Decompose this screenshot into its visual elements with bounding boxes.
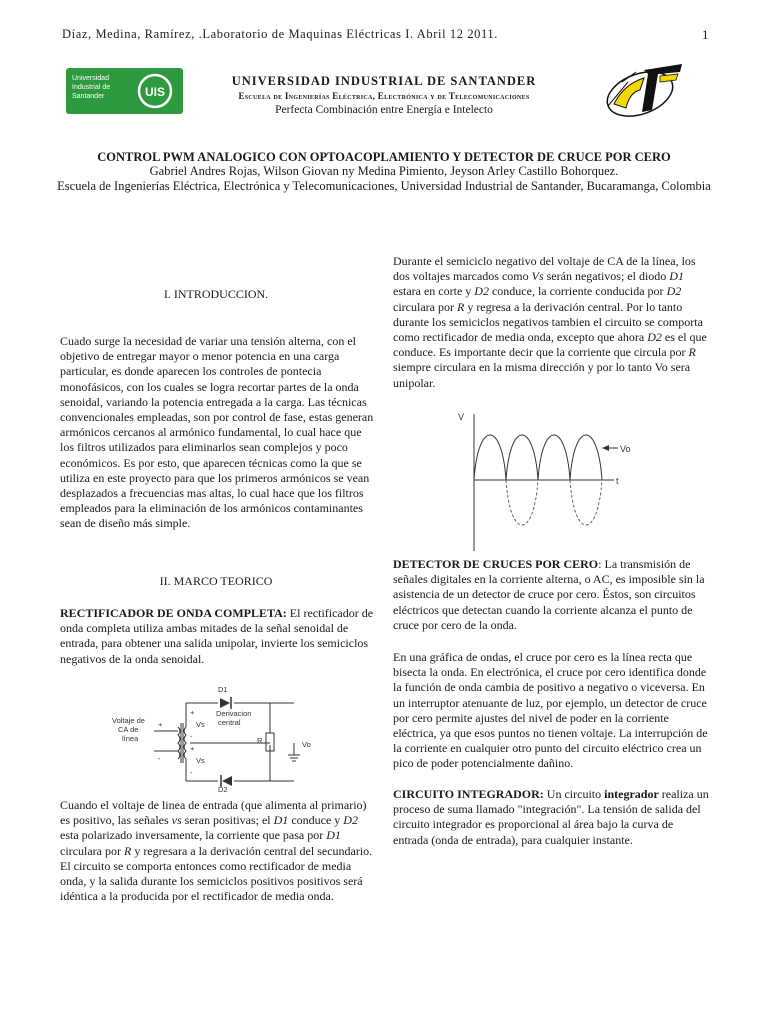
circuit-label-vs-top: Vs — [196, 720, 205, 729]
circuit-label-central: central — [218, 718, 241, 727]
rectifier-text: El rectificador de onda completa utiliza ambas mitades de la señal senoidal de entrada, para obtener una salida unipolar, invierte los semiciclos negativos de la onda senoidal. — [60, 606, 374, 666]
circuit-input-minus: - — [158, 754, 161, 763]
circuit-input-plus: + — [158, 720, 163, 729]
integrator-paragraph: CIRCUITO INTEGRADOR: Un circuito integrador realiza un proceso de suma llamado "integración". La tensión de salida del circuito integrador es proporcional al área bajo la curva de entrada (onda de entrada), para cualquier instante. — [393, 787, 709, 847]
school-name: Escuela de Ingenierías Eléctrica, Electrónica y de Telecomunicaciones — [238, 91, 530, 101]
zero-cross-heading: DETECTOR DE CRUCES POR CERO — [393, 557, 599, 571]
rectifier-heading: RECTIFICADOR DE ONDA COMPLETA: — [60, 606, 287, 620]
section-introduccion-heading: I. INTRODUCCION. — [163, 287, 269, 301]
graph-axis-v-label: V — [458, 412, 465, 422]
circuit-input-label-3: línea — [122, 734, 139, 743]
uis-logo-text: Universidad Industrial de Santander — [72, 75, 111, 100]
uis-logo-mark: UIS — [144, 85, 166, 99]
graph-vo-label: Vo — [620, 444, 631, 454]
rectifier-circuit-diagram — [112, 683, 342, 793]
running-header: Díaz, Medina, Ramírez, .Laboratorio de Maquinas Eléctricas I. Abril 12 2011. — [62, 27, 498, 41]
circuit-plus-1: + — [190, 708, 195, 717]
circuit-input-label-1: Voltaje de — [112, 716, 145, 725]
graph-axis-t-label: t — [616, 476, 619, 486]
rectified-waveform-graph — [452, 406, 652, 556]
zero-cross-detail-paragraph: En una gráfica de ondas, el cruce por cero es la línea recta que bisecta la onda. En electrónica, el cruce por cero identifica donde la función de onda cambia de positivo a negativo o viceversa. En un interruptor atenuante de luz, por ejemplo, un detector de cruce por cero permite ajustes del nivel de poder en la corriente eléctrica, ya que esos puntos no tienen voltaje. La interrupción de la corriente en cualquier otro punto del circuito eléctrico crea un pico de poder potencialmente dañino. — [393, 650, 708, 771]
circuit-input-label-2: CA de — [118, 725, 139, 734]
circuit-label-r: R — [257, 736, 263, 745]
rectifier-operation-paragraph: Cuando el voltaje de linea de entrada (que alimenta al primario) es positivo, las señales vs seran positivas; el D1 conduce y D2 esta polarizado inversamente, la corriente que pasa por D1 circulara por R y regresara a la derivación central del secundario. El circuito se comporta entonces como rectificador de media onda, y la salida durante los semiciclos positivos positivos será idéntica a la producida por el rectificador de media onda. — [60, 798, 373, 904]
rectifier-paragraph — [60, 606, 376, 667]
negative-cycle-paragraph: Durante el semiciclo negativo del voltaje de CA de la línea, los dos voltajes marcados como Vs serán negativos; el diodo D1 estara en corte y D2 conduce, la corriente conducida por D2 circulara por R y regresa a la derivación central. Por lo tanto durante los semiciclos negativos tambien el circuito se comporta como rectificador de media onda, excepto que ahora D2 es el que conduce. Es importante decir que la corriente que circula por R siempre circulara en la misma dirección y por lo tanto Vo sera unipolar. — [393, 254, 707, 390]
circuit-label-d2: D2 — [218, 785, 228, 793]
university-name: UNIVERSIDAD INDUSTRIAL DE SANTANDER — [231, 74, 537, 88]
circuit-plus-2: + — [190, 744, 195, 753]
page-number: 1 — [702, 27, 709, 42]
paper-title: CONTROL PWM ANALOGICO CON OPTOACOPLAMIENTO Y DETECTOR DE CRUCE POR CERO — [97, 150, 671, 164]
circuit-minus-2: - — [190, 768, 193, 777]
paper-affiliation: Escuela de Ingenierías Eléctrica, Electrónica y Telecomunicaciones, Universidad Industrial de Santander, Bucaramanga, Colombia — [57, 179, 711, 193]
paper-authors: Gabriel Andres Rojas, Wilson Giovan ny Medina Pimiento, Jeyson Arley Castillo Bohorquez. — [149, 164, 619, 178]
et-logo-icon — [600, 60, 684, 120]
section-marco-teorico-heading: II. MARCO TEORICO — [159, 574, 273, 588]
motto: Perfecta Combinación entre Energía e Intelecto — [275, 104, 493, 116]
intro-paragraph: Cuado surge la necesidad de variar una tensión alterna, con el objetivo de entregar mayor o menor potencia en una carga particular, es donde aparecen los controles de pontecia monofásicos, con los cuales se logra recortar partes de la onda senoidal, variando la potencia entregada a la carga. Las técnicas convencionales empleadas, son por control de fase, estas generan armónicos cercanos al armónico fundamental, lo cual hace que los filtros utilizados para eliminarlos sean complejos y poco económicos. Es por esto, que aparecen técnicas como la que se utiliza en este proyecto para que los primeros armónicos se vean desplazados a frecuencias mas altas, lo cual hace que los filtros empleados para la eliminación de los armónicos contaminantes sean de diseño más simple. — [60, 334, 374, 531]
circuit-minus-1: - — [190, 732, 193, 741]
circuit-label-vo: Vo — [302, 740, 311, 749]
circuit-label-d1: D1 — [218, 685, 228, 694]
zero-cross-paragraph: DETECTOR DE CRUCES POR CERO: La transmisión de señales digitales en la corriente alterna, o AC, es imposible sin la asistencia de un detector de cruce por cero. Éstos, son circuitos eléctricos que detectan cuando la corriente alcanza el punto de cruce por cero de la onda. — [393, 557, 705, 632]
circuit-label-vs-bottom: Vs — [196, 756, 205, 765]
integrator-heading: CIRCUITO INTEGRADOR: — [393, 787, 544, 801]
circuit-label-derivacion: Derivacion — [216, 709, 252, 718]
